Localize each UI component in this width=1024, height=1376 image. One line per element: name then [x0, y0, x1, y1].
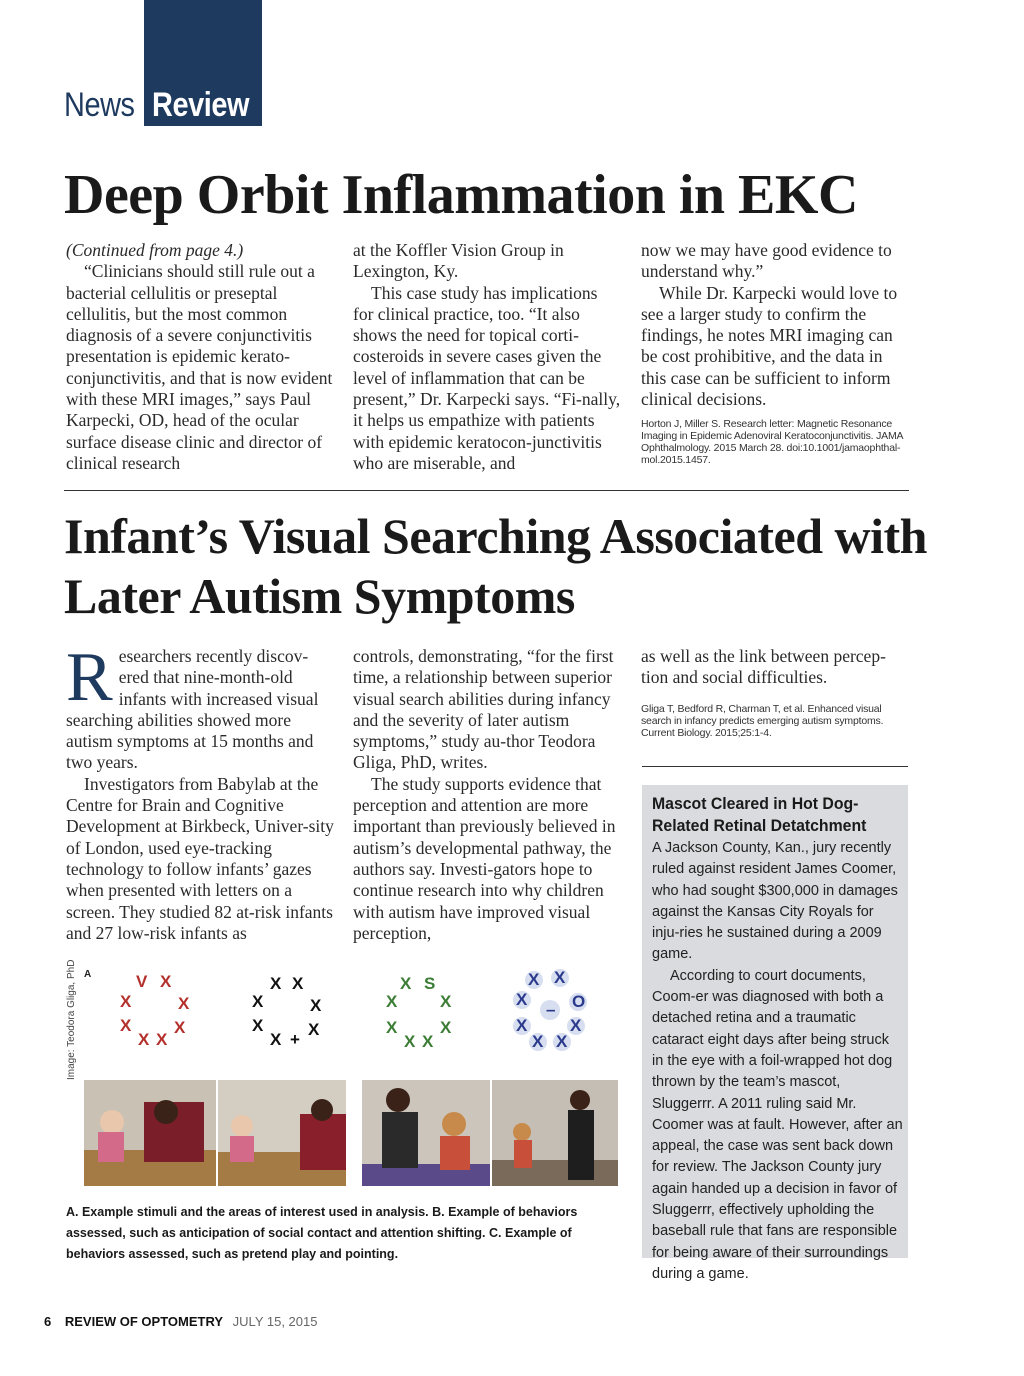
- stimulus-array-2: X X X X X X X +: [252, 974, 322, 1049]
- paragraph: This case study has implications for clinical practice, too. “It also shows the need for topical corti-costeroids in severe cases given the level of inflammation that can be present,” Dr. Karpecki says. “Fi-nally, it helps us empathize with patients with epidemic keratocon-junctivitis who are miserable, and: [353, 282, 621, 473]
- paragraph: at the Koffler Vision Group in Lexington, Ky.: [353, 240, 564, 282]
- continued-note: (Continued from page 4.): [66, 240, 244, 260]
- stimulus-array-3: X S X X X X X X: [386, 974, 452, 1051]
- article2-column-1: [66, 639, 334, 944]
- issue-date: JULY 15, 2015: [232, 1314, 318, 1329]
- article2-column-3: [641, 646, 909, 739]
- page-footer: [44, 1314, 317, 1329]
- photo-pretend-play: [362, 1080, 490, 1186]
- paragraph: A Jackson County, Kan., jury recently ruled against resident James Coomer, who had sought $300,000 in damages against the Kansas City Royals for inju-ries he sustained during a 2009 game.: [652, 840, 898, 963]
- sidebar-divider: [642, 766, 908, 767]
- paragraph: controls, demonstrating, “for the first time, a relationship between superior visual search abilities during infancy and the severity of later autism symptoms,” study au-thor Teodora Gliga, PhD, writes.: [353, 646, 614, 773]
- paragraph: Investigators from Babylab at the Centre for Brain and Cognitive Development at Birkbeck, Univer-sity of London, used eye-tracking technology to follow infants’ gazes when presented with letters on a screen. They studied 82 at-risk infants and 27 low-risk infants as: [66, 773, 334, 943]
- citation: Gliga T, Bedford R, Charman T, et al. Enhanced visual search in infancy predicts emerging autism symptoms. Current Biology. 2015;25:1-4.: [641, 702, 884, 739]
- photo-infant-adult-2: [218, 1080, 346, 1186]
- citation: Horton J, Miller S. Research letter: Magnetic Resonance Imaging in Epidemic Adenoviral Keratoconjunctivitis. JAMA Ophthalmology. 2015 March 28. doi:10.1001/jamaophthal-mol.2015.1457.: [641, 418, 903, 467]
- article1-title: Deep Orbit Inflammation in EKC: [64, 164, 858, 226]
- stimulus-array-4-aoi: X X X O – X X X X: [508, 968, 604, 1058]
- article1-column-3: [641, 240, 909, 466]
- sidebar-body: [652, 838, 904, 1285]
- paragraph: as well as the link between percep-tion and social difficulties.: [641, 646, 886, 688]
- paragraph: According to court documents, Coom-er was diagnosed with both a detached retina and a traumatic cataract eight days after being struck in the eye with a foil-wrapped hot dog thrown by the team’s mascot, Sluggerrr. A 2011 ruling said Mr. Coomer was at fault. However, after an appeal, the case was sent back down for review. The Jackson County jury again handed up a decision in favor of Sluggerrr, effectively upholding the baseball rule that fans are responsible for being aware of their surroundings during a game.: [652, 967, 903, 1282]
- drop-cap: R: [66, 639, 113, 716]
- paragraph: esearchers recently discov-ered that nine-month-old infants with increased visual searching abilities showed more autism symptoms at 15 months and two years.: [66, 646, 319, 773]
- figure-label-a: A: [84, 969, 92, 980]
- publication-name: REVIEW OF OPTOMETRY: [64, 1314, 224, 1329]
- image-credit: Image: Teodora Gliga, PhD: [66, 959, 77, 1080]
- photo-infant-adult-1: [84, 1080, 216, 1186]
- section-tag-review: Review: [152, 86, 250, 124]
- article1-column-1: [66, 240, 334, 474]
- paragraph: “Clinicians should still rule out a bacterial cellulitis or preseptal cellulitis, but the most common diagnosis of a severe conjunctivitis presentation is epidemic kerato-conjunctivitis, and that is now evident with these MRI images,” says Paul Karpecki, OD, head of the ocular surface disease clinic and director of clinical research: [66, 261, 333, 473]
- paragraph: The study supports evidence that perception and attention are more important than previously believed in autism’s developmental pathway, the authors say. Investi-gators hope to continue research into why children with autism have improved visual perception,: [353, 773, 616, 943]
- paragraph: While Dr. Karpecki would love to see a larger study to confirm the findings, he notes MRI imaging can be cost prohibitive, and the data in this case can be sufficient to inform clinical decisions.: [641, 282, 898, 410]
- paragraph: now we may have good evidence to understand why.”: [641, 240, 892, 282]
- article1-column-2: [353, 240, 621, 474]
- page-number: 6: [44, 1314, 52, 1329]
- section-tag-news: News: [64, 86, 135, 124]
- article2-title: Infant’s Visual Searching Associated with Later Autism Symptoms: [64, 508, 927, 624]
- figure-caption: A. Example stimuli and the areas of interest used in analysis. B. Example of behaviors assessed, such as anticipation of social contact and attention shifting. C. Example of behaviors assessed, such as pretend play and pointing.: [66, 1205, 578, 1261]
- sidebar-title: Mascot Cleared in Hot Dog-Related Retinal Detatchment: [652, 794, 867, 835]
- article2-column-2: [353, 646, 621, 944]
- section-divider: [64, 490, 909, 491]
- stimulus-array-1: V X X X X X X X: [120, 972, 190, 1049]
- photo-pointing: [492, 1080, 618, 1186]
